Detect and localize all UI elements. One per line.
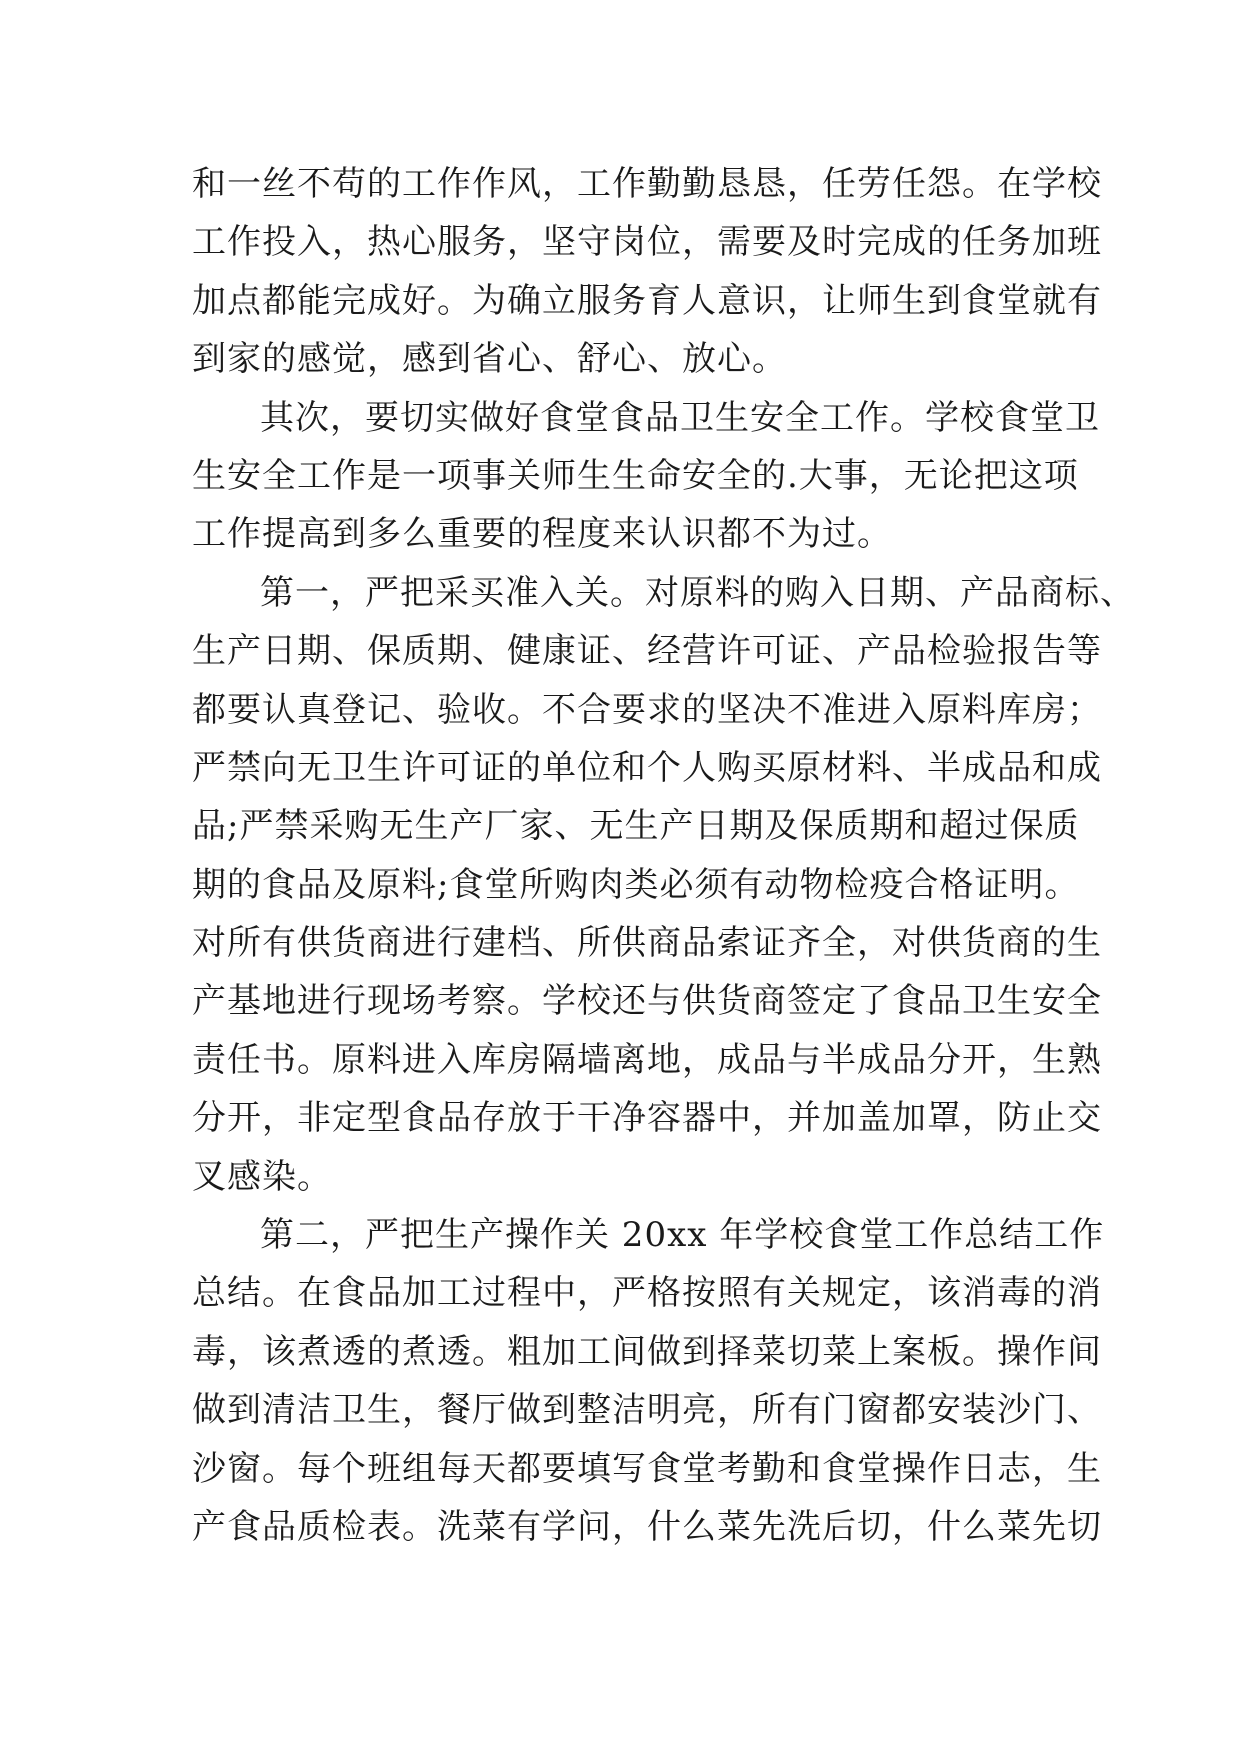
text-line: 到家的感觉，感到省心、舒心、放心。	[192, 339, 787, 380]
text-line: 工作投入，热心服务，坚守岗位，需要及时完成的任务加班	[192, 222, 1102, 263]
text-line: 分开，非定型食品存放于干净容器中，并加盖加罩，防止交	[192, 1098, 1102, 1139]
text-line: 生产日期、保质期、健康证、经营许可证、产品检验报告等	[192, 631, 1102, 672]
text-line: 产食品质检表。洗菜有学问，什么菜先洗后切，什么菜先切	[192, 1506, 1102, 1547]
paragraph-start-line: 其次，要切实做好食堂食品卫生安全工作。学校食堂卫	[260, 397, 1100, 438]
text-line: 产基地进行现场考察。学校还与供货商签定了食品卫生安全	[192, 981, 1102, 1022]
text-line: 毒，该煮透的煮透。粗加工间做到择菜切菜上案板。操作间	[192, 1331, 1102, 1372]
text-line: 严禁向无卫生许可证的单位和个人购买原材料、半成品和成	[192, 747, 1102, 788]
paragraph-start-line: 第二，严把生产操作关 20xx 年学校食堂工作总结工作	[260, 1215, 1105, 1256]
text-line: 沙窗。每个班组每天都要填写食堂考勤和食堂操作日志，生	[192, 1448, 1102, 1489]
text-line: 和一丝不苟的工作作风，工作勤勤恳恳，任劳任怨。在学校	[192, 164, 1102, 204]
body-text	[192, 155, 1135, 1556]
text-line: 工作提高到多么重要的程度来认识都不为过。	[192, 514, 892, 555]
text-line: 生安全工作是一项事关师生生命安全的.大事，无论把这项	[192, 455, 1079, 496]
text-line: 总结。在食品加工过程中，严格按照有关规定，该消毒的消	[192, 1273, 1102, 1314]
text-line: 做到清洁卫生，餐厅做到整洁明亮，所有门窗都安装沙门、	[192, 1390, 1102, 1431]
text-line: 责任书。原料进入库房隔墙离地，成品与半成品分开，生熟	[192, 1039, 1102, 1080]
text-line: 叉感染。	[192, 1156, 332, 1197]
text-line: 都要认真登记、验收。不合要求的坚决不准进入原料库房；	[192, 689, 1102, 730]
text-line: 对所有供货商进行建档、所供商品索证齐全，对供货商的生	[192, 923, 1102, 964]
paragraph-start-line: 第一，严把采买准入关。对原料的购入日期、产品商标、	[260, 572, 1135, 613]
text-line: 期的食品及原料;食堂所购肉类必须有动物检疫合格证明。	[192, 864, 1080, 905]
text-line: 品;严禁采购无生产厂家、无生产日期及保质期和超过保质	[192, 806, 1080, 847]
text-line: 加点都能完成好。为确立服务育人意识，让师生到食堂就有	[192, 280, 1102, 321]
